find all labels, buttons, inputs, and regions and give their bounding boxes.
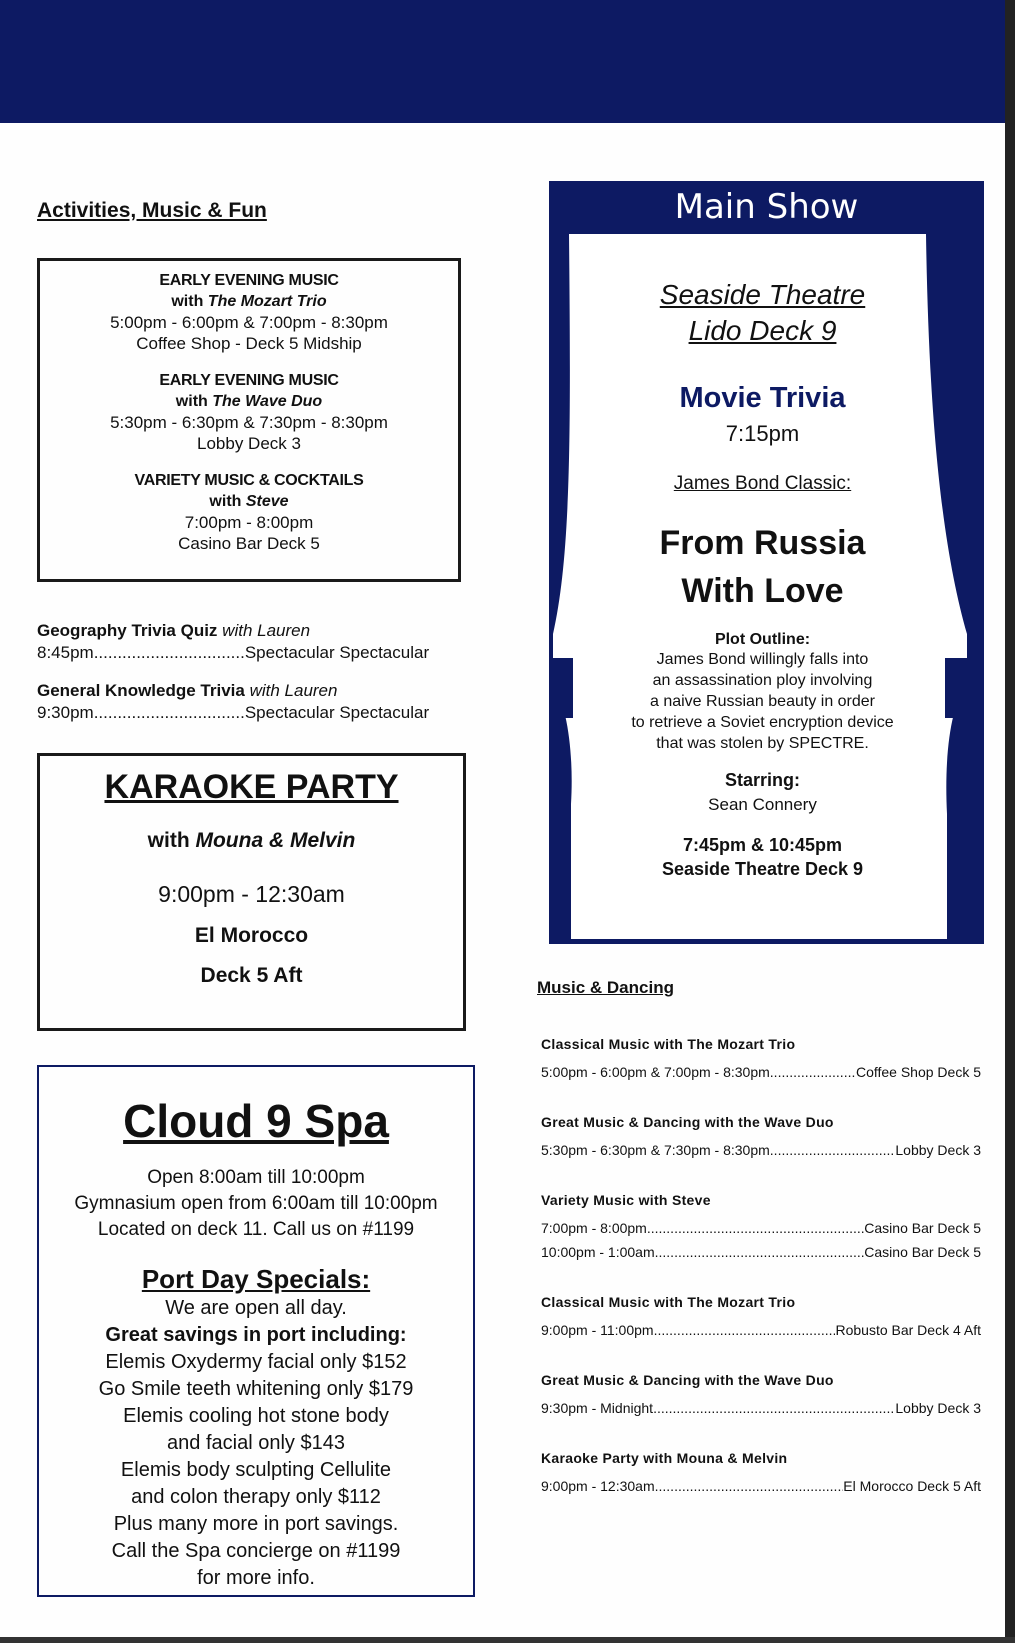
entry-row xyxy=(541,1138,981,1162)
spa-specials xyxy=(39,1295,473,1592)
spa-savings-line: Great savings in port including: xyxy=(105,1324,407,1346)
curtain-tieback-right xyxy=(945,658,969,718)
karaoke-time: 9:00pm - 12:30am xyxy=(158,881,345,907)
spa-line: Elemis Oxydermy facial only $152 xyxy=(105,1351,407,1373)
dot-leader xyxy=(647,1216,864,1240)
entry-location: Lobby Deck 3 xyxy=(895,1400,981,1416)
film-title xyxy=(580,519,945,615)
list-item xyxy=(541,1450,981,1498)
plot-line: an assassination ploy involving xyxy=(652,672,873,689)
plot-line: a naive Russian beauty in order xyxy=(649,693,876,710)
list-item xyxy=(541,1192,981,1264)
main-show-details xyxy=(580,277,945,881)
karaoke-title: KARAOKE PARTY xyxy=(104,768,399,806)
quiz-title: Geography Trivia Quiz xyxy=(37,621,218,640)
entry-row xyxy=(541,1060,981,1084)
dot-leader xyxy=(770,1060,856,1084)
quiz-host: with Lauren xyxy=(222,621,311,640)
entry-location: Lobby Deck 3 xyxy=(895,1142,981,1158)
evening-music-box xyxy=(37,258,461,582)
plot-line: James Bond willingly falls into xyxy=(656,651,869,668)
with-prefix: with xyxy=(171,293,208,310)
dot-leader xyxy=(654,1318,836,1342)
performer: The Wave Duo xyxy=(212,393,323,410)
page-edge xyxy=(1005,0,1015,1643)
karaoke-box xyxy=(37,753,466,1031)
entry-title: Great Music & Dancing with the Wave Duo xyxy=(541,1114,834,1130)
list-item xyxy=(541,1372,981,1420)
entry-time: 7:00pm - 8:00pm xyxy=(541,1220,647,1236)
quiz-time: 8:45pm xyxy=(37,643,94,662)
spa-line: We are open all day. xyxy=(165,1297,347,1319)
entry-row xyxy=(541,1474,981,1498)
entry-time: 9:00pm - 12:30am xyxy=(541,1478,655,1494)
item-location: Lobby Deck 3 xyxy=(197,434,301,453)
entry-title: Classical Music with The Mozart Trio xyxy=(541,1294,796,1310)
entry-time: 10:00pm - 1:00am xyxy=(541,1244,655,1260)
entry-row xyxy=(541,1216,981,1240)
quiz-host: with Lauren xyxy=(249,681,338,700)
starring-heading: Starring: xyxy=(724,770,800,790)
evening-music-item xyxy=(40,470,458,554)
film-title-line: With Love xyxy=(681,572,844,610)
quiz-item: General Knowledge Trivia with Lauren 9:30pm................................Spectacular Spectacular xyxy=(37,681,430,722)
entry-location: Coffee Shop Deck 5 xyxy=(855,1064,981,1080)
quiz-time: 9:30pm xyxy=(37,703,94,722)
show-event-time: 7:15pm xyxy=(725,421,800,446)
karaoke-hosts-line xyxy=(40,829,463,853)
item-performer-line xyxy=(40,291,458,312)
item-time: 5:30pm - 6:30pm & 7:30pm - 8:30pm xyxy=(110,413,388,432)
curtain-tieback-left xyxy=(553,658,573,718)
plot-heading: Plot Outline: xyxy=(714,631,811,648)
main-show-title: Main Show xyxy=(674,187,859,227)
with-prefix: with xyxy=(209,493,246,510)
entry-title: Variety Music with Steve xyxy=(541,1192,711,1208)
entry-row xyxy=(541,1240,981,1264)
entry-time: 5:30pm - 6:30pm & 7:30pm - 8:30pm xyxy=(541,1142,770,1158)
entry-row xyxy=(541,1396,981,1420)
show-venue-line: Lido Deck 9 xyxy=(688,315,837,346)
dot-leader xyxy=(655,1474,844,1498)
entry-title: Karaoke Party with Mouna & Melvin xyxy=(541,1450,788,1466)
entry-title: Classical Music with The Mozart Trio xyxy=(541,1036,796,1052)
quiz-location: Spectacular Spectacular xyxy=(244,643,430,662)
item-performer-line xyxy=(40,491,458,512)
item-time: 5:00pm - 6:00pm & 7:00pm - 8:30pm xyxy=(110,313,388,332)
karaoke-deck: Deck 5 Aft xyxy=(200,964,303,987)
spa-info-line: Located on deck 11. Call us on #1199 xyxy=(97,1219,415,1240)
item-heading: EARLY EVENING MUSIC xyxy=(159,272,339,289)
entry-location: Casino Bar Deck 5 xyxy=(864,1220,981,1236)
list-item xyxy=(541,1294,981,1342)
spa-box xyxy=(37,1065,475,1597)
entry-time: 9:30pm - Midnight xyxy=(541,1400,654,1416)
film-title-line: From Russia xyxy=(659,524,866,562)
quiz-title: General Knowledge Trivia xyxy=(37,681,245,700)
entry-location: El Morocco Deck 5 Aft xyxy=(843,1478,981,1494)
spa-line: Elemis cooling hot stone body xyxy=(123,1405,389,1427)
performer: Steve xyxy=(245,493,289,510)
show-venue-line: Seaside Theatre xyxy=(659,279,866,310)
item-performer-line xyxy=(40,391,458,412)
item-location: Coffee Shop - Deck 5 Midship xyxy=(136,334,362,353)
header-banner xyxy=(0,0,1005,123)
plot-outline xyxy=(580,649,945,754)
spa-info-line: Open 8:00am till 10:00pm xyxy=(147,1167,365,1188)
show-venue: Seaside Theatre Deck 9 xyxy=(661,859,864,879)
performer: The Mozart Trio xyxy=(207,293,327,310)
item-heading: VARIETY MUSIC & COCKTAILS xyxy=(134,472,364,489)
plot-line: that was stolen by SPECTRE. xyxy=(656,735,869,752)
spa-line: and colon therapy only $112 xyxy=(131,1486,381,1508)
entry-location: Robusto Bar Deck 4 Aft xyxy=(835,1322,981,1338)
list-item xyxy=(541,1114,981,1162)
spa-line: and facial only $143 xyxy=(167,1432,345,1454)
dot-leader xyxy=(653,1396,895,1420)
quiz-item: Geography Trivia Quiz with Lauren 8:45pm................................Spectacular Spectacular xyxy=(37,621,430,662)
entry-location: Casino Bar Deck 5 xyxy=(864,1244,981,1260)
show-classic-label: James Bond Classic: xyxy=(673,473,852,494)
spa-line: Go Smile teeth whitening only $179 xyxy=(98,1378,414,1400)
evening-music-item xyxy=(40,370,458,454)
dot-leader xyxy=(770,1138,896,1162)
spa-line: for more info. xyxy=(197,1567,315,1589)
entry-row xyxy=(541,1318,981,1342)
list-item xyxy=(541,1036,981,1084)
entry-title: Great Music & Dancing with the Wave Duo xyxy=(541,1372,834,1388)
spa-line: Call the Spa concierge on #1199 xyxy=(111,1540,401,1562)
entry-time: 9:00pm - 11:00pm xyxy=(541,1322,654,1338)
show-event: Movie Trivia xyxy=(679,382,846,414)
item-time: 7:00pm - 8:00pm xyxy=(184,513,314,532)
showtimes xyxy=(580,833,945,881)
quiz-location: Spectacular Spectacular xyxy=(244,703,430,722)
page-bottom-edge xyxy=(0,1637,1015,1643)
activities-heading: Activities, Music & Fun xyxy=(37,199,267,222)
karaoke-venue: El Morocco xyxy=(194,924,309,947)
spa-line: Plus many more in port savings. xyxy=(113,1513,399,1535)
entry-time: 5:00pm - 6:00pm & 7:00pm - 8:30pm xyxy=(541,1064,770,1080)
showtimes-line: 7:45pm & 10:45pm xyxy=(682,835,843,855)
evening-music-item xyxy=(40,270,458,354)
plot-line: to retrieve a Soviet encryption device xyxy=(631,714,894,731)
spa-line: Elemis body sculpting Cellulite xyxy=(120,1459,392,1481)
spa-info-line: Gymnasium open from 6:00am till 10:00pm xyxy=(74,1193,438,1214)
with-prefix: with xyxy=(175,393,213,410)
with-prefix: with xyxy=(147,829,196,852)
dot-leader xyxy=(655,1240,865,1264)
music-dancing-heading: Music & Dancing xyxy=(537,978,674,997)
item-location: Casino Bar Deck 5 xyxy=(178,534,320,553)
spa-info xyxy=(39,1165,473,1243)
karaoke-hosts: Mouna & Melvin xyxy=(195,829,356,852)
starring-actor: Sean Connery xyxy=(708,795,817,814)
music-dancing-list xyxy=(541,1036,981,1528)
spa-title: Cloud 9 Spa xyxy=(123,1095,389,1147)
item-heading: EARLY EVENING MUSIC xyxy=(159,372,339,389)
port-day-heading: Port Day Specials: xyxy=(141,1264,371,1294)
